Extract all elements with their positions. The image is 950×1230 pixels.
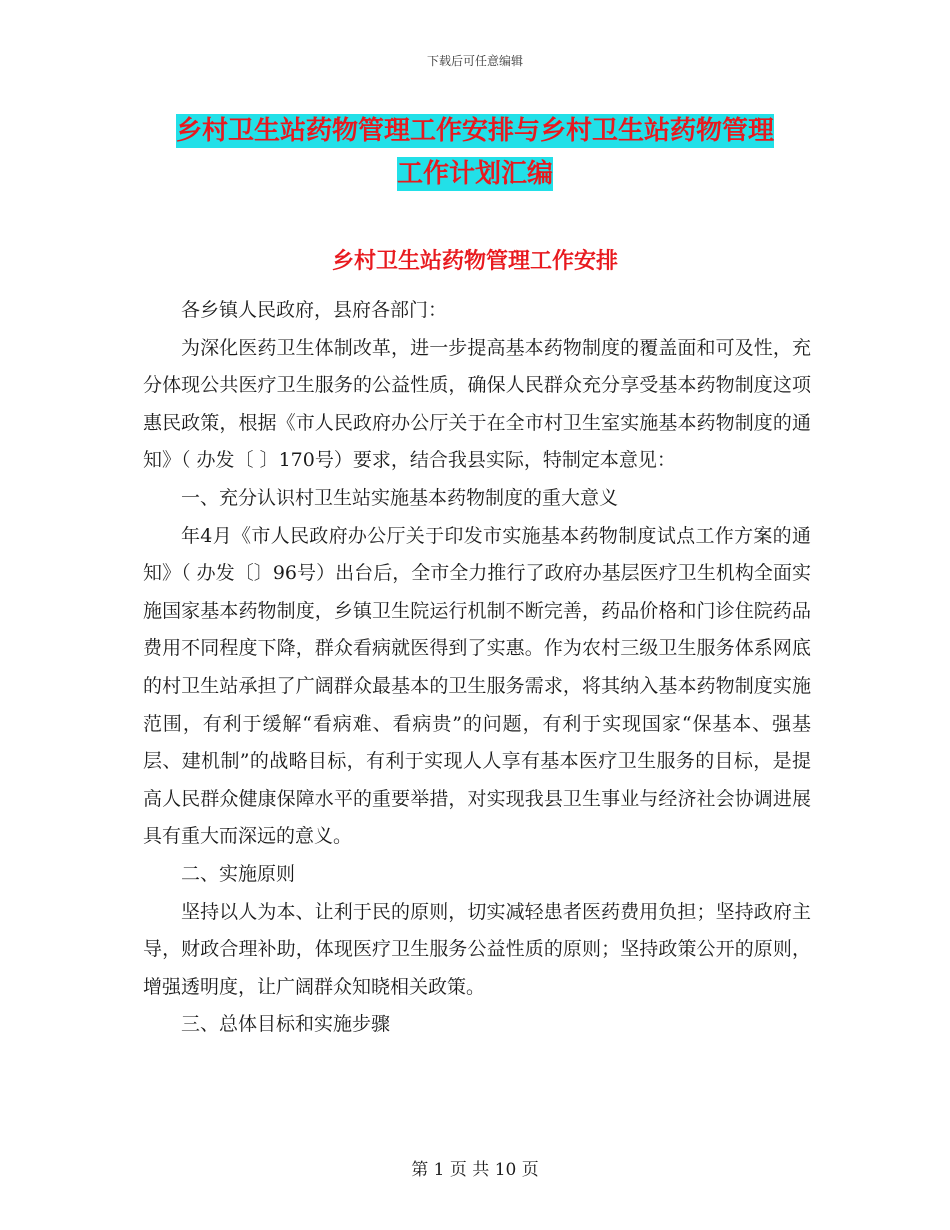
intro-paragraph: 为深化医药卫生体制改革，进一步提高基本药物制度的覆盖面和可及性，充分体现公共医疗卫生服务的公益性质，确保人民群众充分享受基本药物制度这项惠民政策，根据《市人民政府办公厅关于在全市村卫生室实施基本药物制度的通知》（ 办发〔 〕170号）要求，结合我县实际，特制定本意见： — [143, 336, 811, 472]
section-heading-2: 二、实施原则 — [181, 862, 296, 885]
title-line-1: 乡村卫生站药物管理工作安排与乡村卫生站药物管理 — [175, 116, 774, 146]
section-heading-3: 三、总体目标和实施步骤 — [181, 1013, 391, 1036]
page-number: 第 1 页 共 10 页 — [411, 1160, 539, 1180]
body-paragraph-2: 坚持以人为本、让利于民的原则，切实减轻患者医药费用负担；坚持政府主导，财政合理补助，体现医疗卫生服务公益性质的原则；坚持政策公开的原则，增强透明度，让广阔群众知晓相关政策。 — [143, 900, 811, 998]
body-paragraph-1: 年4月《市人民政府办公厅关于印发市实施基本药物制度试点工作方案的通知》（ 办发〔〕96号）出台后，全市全力推行了政府办基层医疗卫生机构全面实施国家基本药物制度，乡镇卫生院运行机制不断完善，药品价格和门诊住院药品费用不同程度下降，群众看病就医得到了实惠。作为农村三级卫生服务体系网底的村卫生站承担了广阔群众最基本的卫生服务需求，将其纳入基本药物制度实施范围，有利于缓解“看病难、看病贵”的问题，有利于实现国家“保基本、强基层、建机制”的战略目标，有利于实现人人享有基本医疗卫生服务的目标，是提高人民群众健康保障水平的重要举措，对实现我县卫生事业与经济社会协调进展具有重大而深远的意义。 — [143, 524, 811, 848]
salutation-paragraph: 各乡镇人民政府，县府各部门： — [181, 299, 448, 321]
document-body — [143, 292, 811, 1044]
section-title: 乡村卫生站药物管理工作安排 — [331, 249, 618, 274]
download-note: 下载后可任意编辑 — [426, 54, 523, 68]
section-heading-1: 一、充分认识村卫生站实施基本药物制度的重大意义 — [181, 486, 619, 509]
document-title — [140, 110, 810, 196]
title-line-2: 工作计划汇编 — [396, 159, 553, 189]
